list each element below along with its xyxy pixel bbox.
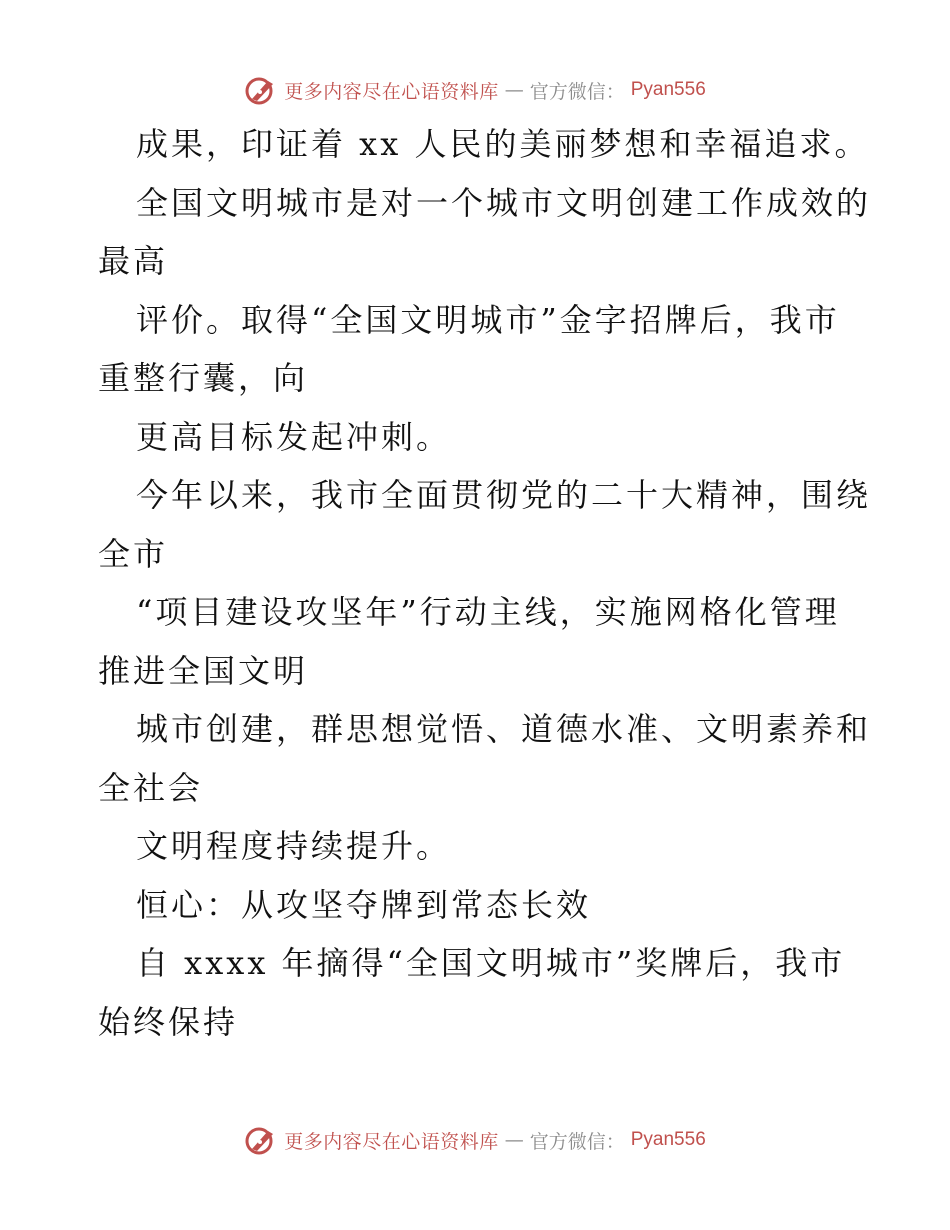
document-body: [98, 115, 872, 1051]
text-line: “项目建设攻坚年”行动主线，实施网格化管理: [136, 593, 840, 631]
text-line: 恒心：从攻坚夺牌到常态长效: [136, 885, 592, 924]
pen-nib-logo-icon: [244, 73, 278, 107]
footer-watermark: [0, 1120, 950, 1160]
text-line: 推进全国文明: [98, 651, 309, 690]
text-line: 最高: [98, 242, 169, 280]
watermark-label: 官方微信：: [529, 1130, 625, 1153]
watermark-brand-text: 更多内容尽在心语资料库: [284, 1130, 499, 1153]
text-line: 评价。取得“全国文明城市”金字招牌后，我市: [136, 300, 840, 339]
text-line: 重整行囊，向: [98, 359, 309, 397]
watermark-label: 官方微信：: [529, 80, 625, 103]
watermark-brand-text: 更多内容尽在心语资料库: [284, 80, 499, 103]
text-line: 更高目标发起冲刺。: [136, 417, 452, 456]
text-line: 自 xxxx 年摘得“全国文明城市”奖牌后，我市: [136, 944, 846, 982]
watermark-separator: —: [504, 1129, 524, 1151]
text-line: 全市: [98, 534, 169, 573]
watermark-wechat-id: Pyan556: [630, 79, 706, 100]
header-watermark: [0, 70, 950, 110]
text-line: 城市创建，群思想觉悟、道德水准、文明素养和: [136, 710, 872, 748]
text-line: 全国文明城市是对一个城市文明创建工作成效的: [136, 183, 872, 222]
text-line: 始终保持: [98, 1002, 239, 1041]
text-line: 成果，印证着 xx 人民的美丽梦想和幸福追求。: [136, 125, 870, 163]
pen-nib-logo-icon: [244, 1123, 278, 1157]
text-line: 文明程度持续提升。: [136, 827, 452, 865]
text-line: 今年以来，我市全面贯彻党的二十大精神，围绕: [136, 476, 872, 514]
watermark-separator: —: [504, 79, 524, 101]
watermark-wechat-id: Pyan556: [630, 1129, 706, 1150]
text-line: 全社会: [98, 768, 204, 807]
